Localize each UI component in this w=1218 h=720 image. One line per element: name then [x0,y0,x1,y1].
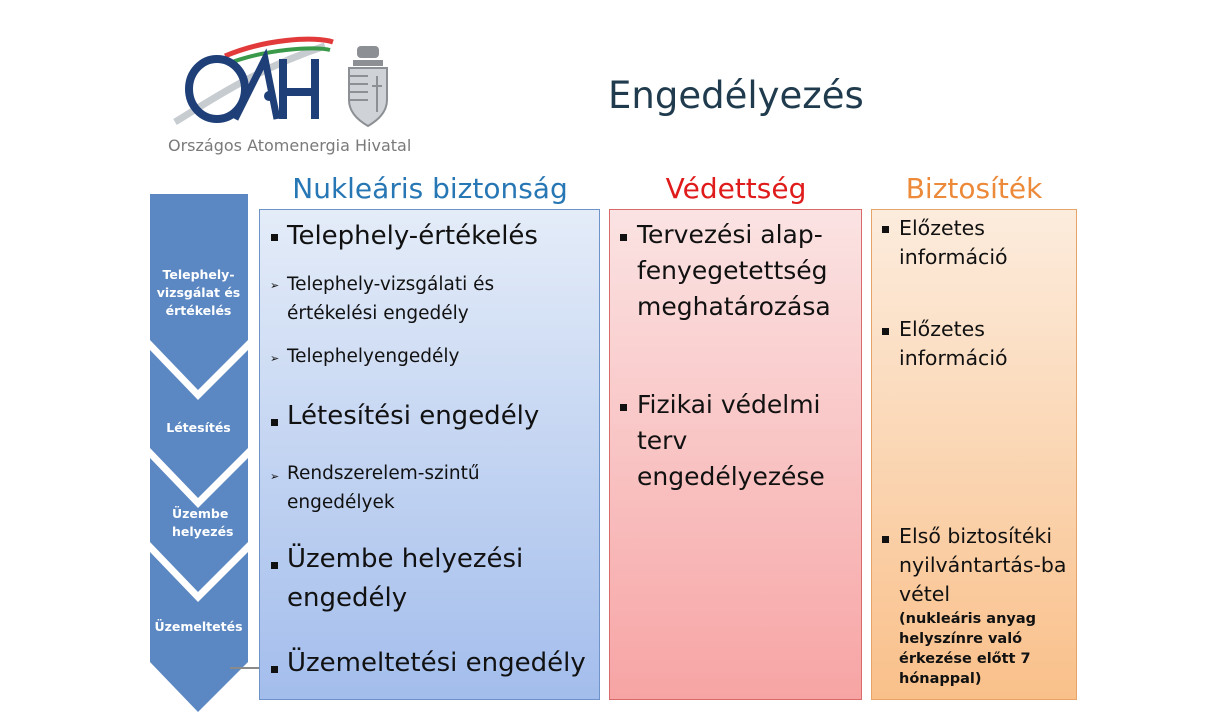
security-panel [609,209,862,700]
timeline-line [230,667,260,669]
coat-of-arms-icon [345,42,391,128]
list-item: Rendszerelem-szintű engedélyek [287,463,480,513]
list-item: Előzetes információ [899,317,1008,370]
stage-label-site: Telephely-vizsgálat és értékelés [156,267,241,318]
list-item: Üzemeltetési engedély [287,648,586,678]
list-item: Telephely-vizsgálati és értékelési engedély [287,274,495,324]
column-header-security: Védettség [665,172,807,205]
bullet-arrow-icon: ➢ [270,352,280,365]
list-item: Tervezési alap-fenyegetettség meghatározása [637,220,831,321]
bullet-square-icon [271,419,278,426]
safeguards-panel [871,209,1077,700]
column-header-nuclear-safety: Nukleáris biztonság [292,172,568,205]
bullet-square-icon [271,234,278,241]
list-item: Előzetes információ [899,216,1008,269]
stage-label-operation: Üzemeltetés [154,619,243,634]
bullet-square-icon [620,404,627,411]
logo-caption: Országos Atomenergia Hivatal [168,136,412,155]
safeguards-note: (nukleáris anyag helyszínre való érkezése előtt 7 hónappal) [899,611,1037,687]
list-item: Telephely-értékelés [287,221,538,251]
bullet-square-icon [882,226,889,233]
bullet-square-icon [620,234,627,241]
bullet-arrow-icon: ➢ [270,279,280,292]
list-item: Fizikai védelmi terv engedélyezése [637,390,825,491]
bullet-square-icon [271,666,278,673]
bullet-square-icon [882,328,889,335]
list-item: Telephelyengedély [287,346,460,367]
list-item: Üzembe helyezési engedély [287,544,524,613]
stage-label-commissioning: Üzembe helyezés [172,506,234,539]
bullet-arrow-icon: ➢ [270,470,280,483]
stage-label-construction: Létesítés [166,420,231,435]
list-item: Létesítési engedély [287,401,540,431]
list-item: Első biztosítéki nyilvántartás-ba vétel [899,524,1067,606]
bullet-square-icon [271,562,278,569]
page-title: Engedélyezés [608,74,864,117]
column-header-safeguards: Biztosíték [905,172,1043,205]
nuclear-safety-panel [259,209,600,700]
bullet-square-icon [882,536,889,543]
